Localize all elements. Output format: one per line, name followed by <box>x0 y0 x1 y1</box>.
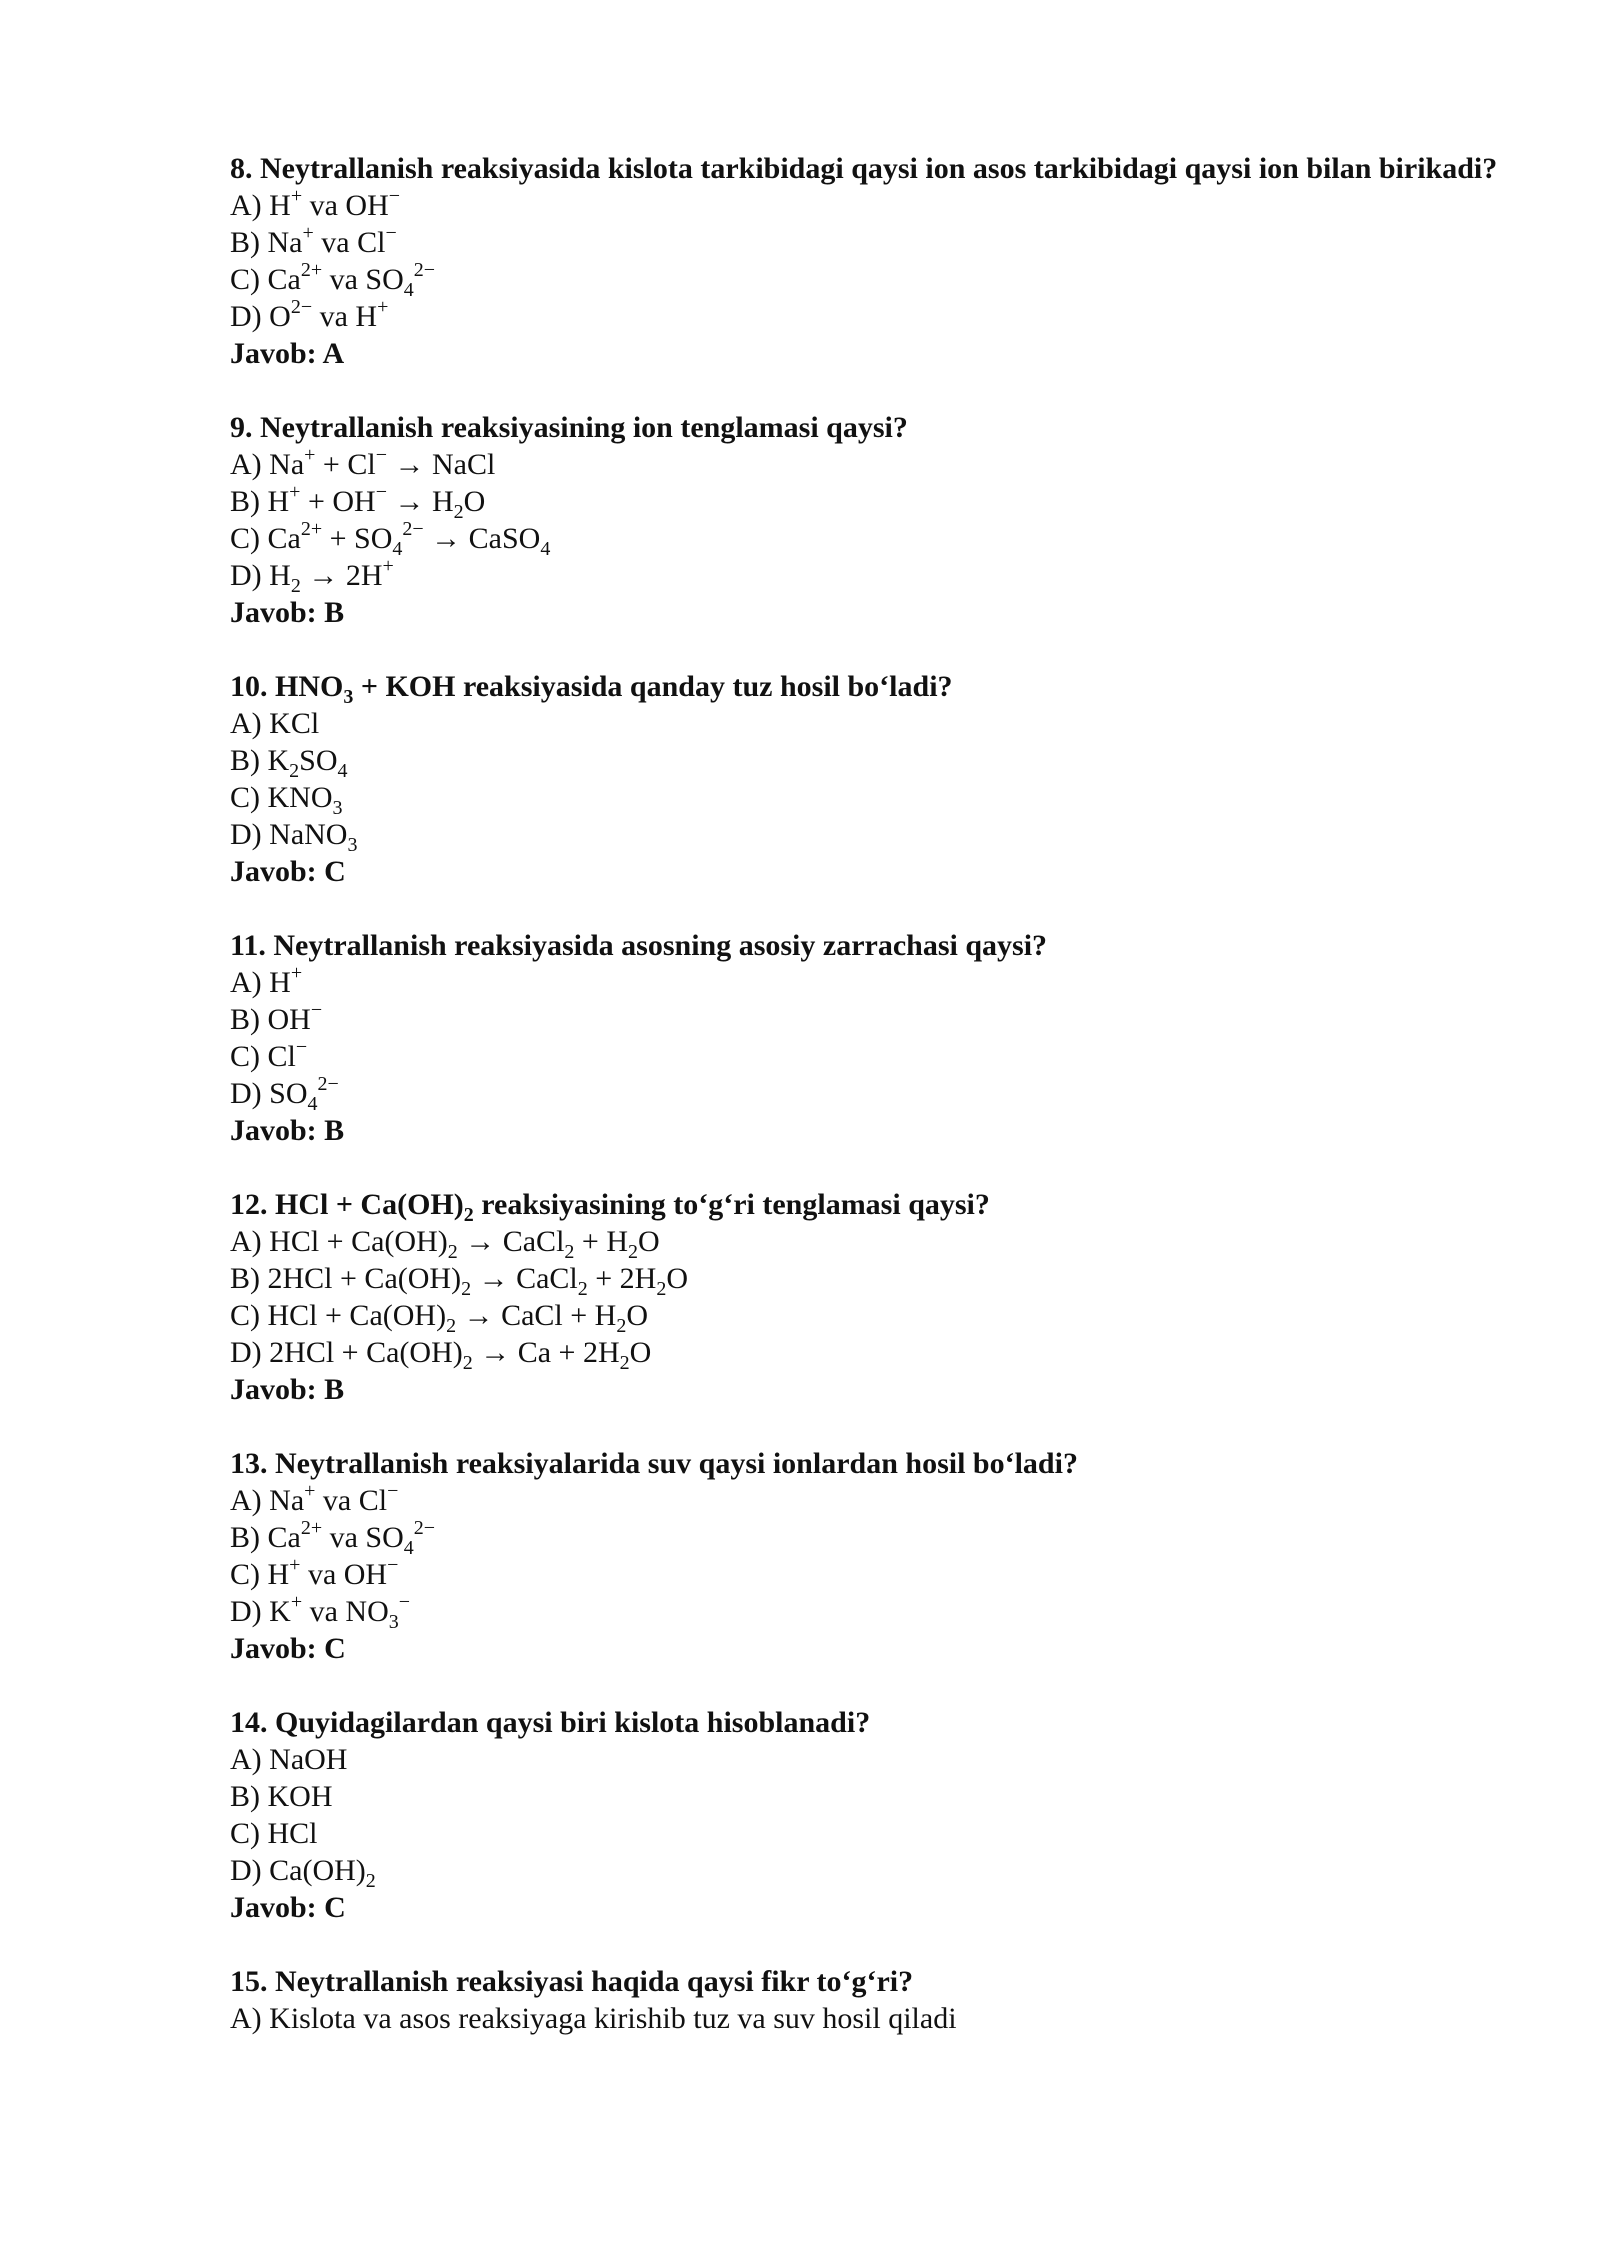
answer-option: D) NaNO$_3$ <box>230 818 358 856</box>
subscript: 2 <box>628 1241 638 1263</box>
subscript: 4 <box>337 760 348 782</box>
question-block <box>230 1186 1530 1408</box>
superscript: − <box>375 481 387 503</box>
subscript: 2 <box>619 1352 630 1374</box>
subscript: 2 <box>656 1278 667 1300</box>
subscript: 2 <box>564 1241 575 1263</box>
subscript: 2 <box>461 1278 472 1300</box>
correct-answer: Javob: C <box>230 1632 346 1665</box>
subscript: 4 <box>403 1537 414 1559</box>
answer-option: C) H+ va OH− <box>230 1554 399 1591</box>
superscript: 2+ <box>300 1517 323 1539</box>
subscript: 4 <box>392 538 403 560</box>
answer-option: B) Na+ va Cl− <box>230 222 397 259</box>
question-block <box>230 409 1530 631</box>
question-title: 14. Quyidagilardan qaysi biri kislota hisoblanadi? <box>230 1706 871 1739</box>
superscript: + <box>289 1554 301 1576</box>
subscript: 3 <box>332 797 343 819</box>
answer-option: A) H+ <box>230 962 303 999</box>
answer-option: A) HCl + $Ca(OH)_2$ → CaCl$_2$ + $H_2O$ <box>230 1225 660 1263</box>
superscript: + <box>302 222 314 244</box>
answer-option: D) $Ca(OH)_2$ <box>230 1854 376 1892</box>
answer-option: B) KOH <box>230 1780 333 1813</box>
correct-answer: Javob: A <box>230 337 345 370</box>
question-block <box>230 1445 1530 1667</box>
superscript: − <box>398 1591 411 1613</box>
correct-answer: Javob: B <box>230 1373 345 1406</box>
question-block <box>230 150 1530 372</box>
answer-option: C) Cl− <box>230 1036 308 1073</box>
correct-answer: Javob: C <box>230 855 346 888</box>
answer-option: C) HCl + $Ca(OH)_2$ → CaCl + $H_2O$ <box>230 1299 649 1337</box>
answer-option: B) $2HCl + Ca(OH)_2$ → CaCl$_2$ + $2H_2O$ <box>230 1262 689 1300</box>
answer-option: D) $O^{2-}$ va H+ <box>230 296 389 333</box>
question-block <box>230 668 1530 890</box>
superscript: − <box>310 999 323 1021</box>
answer-option: A) KCl <box>230 707 320 740</box>
subscript: 2 <box>462 1352 473 1374</box>
subscript: 2 <box>453 501 464 523</box>
superscript: + <box>289 481 301 503</box>
superscript: 2− <box>402 518 424 540</box>
answer-option: A) Na+ + Cl− → NaCl <box>230 444 496 481</box>
question-block <box>230 1704 1530 1926</box>
superscript: + <box>290 1591 303 1613</box>
answer-option: D) K+ va $NO_3^-$ <box>230 1591 411 1633</box>
subscript: 2 <box>365 1870 376 1892</box>
superscript: + <box>304 1480 316 1502</box>
answer-option: C) HCl <box>230 1817 318 1850</box>
subscript: 2 <box>289 760 300 782</box>
question-title: 12. HCl + $Ca(OH)_2$ reaksiyasining to‘g‘ri tenglamasi qaysi? <box>230 1188 990 1226</box>
answer-option: A) NaOH <box>230 1743 348 1776</box>
superscript: 2− <box>317 1073 339 1095</box>
superscript: − <box>385 222 397 244</box>
superscript: 2− <box>413 259 436 281</box>
question-title: 11. Neytrallanish reaksiyasida asosning asosiy zarrachasi qaysi? <box>230 929 1048 962</box>
question-block <box>230 1963 1530 2037</box>
subscript: 3 <box>343 686 354 708</box>
document-page <box>230 150 1530 2074</box>
question-title: 13. Neytrallanish reaksiyalarida suv qaysi ionlardan hosil bo‘ladi? <box>230 1447 1078 1480</box>
answer-option: D) $2HCl + Ca(OH)_2 \to Ca + 2H_2O$ <box>230 1336 652 1374</box>
answer-option: B) $K_2SO_4$ <box>230 744 348 782</box>
question-title: 9. Neytrallanish reaksiyasining ion tenglamasi qaysi? <box>230 411 908 444</box>
superscript: + <box>304 444 316 466</box>
subscript: 2 <box>446 1315 457 1337</box>
answer-option: D) $SO_4^{2-}$ <box>230 1073 339 1115</box>
correct-answer: Javob: C <box>230 1891 346 1924</box>
superscript: 2+ <box>300 518 323 540</box>
superscript: − <box>387 1554 399 1576</box>
question-title: 8. Neytrallanish reaksiyasida kislota tarkibidagi qaysi ion asos tarkibidagi qaysi ion bilan birikadi? <box>230 152 1498 185</box>
question-title: 10. $HNO_3$ + KOH reaksiyasida qanday tuz hosil bo‘ladi? <box>230 670 953 708</box>
answer-option: C) $Ca^{2+}$ va $SO_4^{2-}$ <box>230 259 436 301</box>
superscript: + <box>290 185 303 207</box>
answer-option: C) $Ca^{2+} + SO_4^{2-}$ → CaSO$_4$ <box>230 518 551 560</box>
answer-option: C) $KNO_3$ <box>230 781 343 819</box>
superscript: + <box>290 962 303 984</box>
superscript: 2− <box>290 296 313 318</box>
subscript: 2 <box>447 1241 458 1263</box>
superscript: − <box>375 444 387 466</box>
answer-option: B) $H^+ + OH^- \to H_2O$ <box>230 481 486 523</box>
answer-option: D) $H_2 \to 2H^+$ <box>230 555 394 597</box>
question-block <box>230 927 1530 1149</box>
subscript: 2 <box>290 575 301 597</box>
subscript: 4 <box>403 279 414 301</box>
answer-option: A) Kislota va asos reaksiyaga kirishib tuz va suv hosil qiladi <box>230 2002 957 2035</box>
subscript: 3 <box>347 834 358 856</box>
correct-answer: Javob: B <box>230 1114 345 1147</box>
question-title: 15. Neytrallanish reaksiyasi haqida qaysi fikr to‘g‘ri? <box>230 1965 914 1998</box>
answer-option: B) OH− <box>230 999 323 1036</box>
subscript: 2 <box>463 1204 474 1226</box>
superscript: − <box>387 1480 399 1502</box>
correct-answer: Javob: B <box>230 596 345 629</box>
subscript: 4 <box>540 538 551 560</box>
superscript: − <box>388 185 401 207</box>
superscript: 2− <box>413 1517 436 1539</box>
superscript: + <box>382 555 394 577</box>
superscript: + <box>377 296 389 318</box>
answer-option: A) Na+ va Cl− <box>230 1480 399 1517</box>
superscript: − <box>295 1036 308 1058</box>
subscript: 2 <box>616 1315 627 1337</box>
subscript: 2 <box>577 1278 588 1300</box>
answer-option: A) H+ va OH− <box>230 185 401 222</box>
superscript: 2+ <box>300 259 323 281</box>
subscript: 3 <box>388 1611 399 1633</box>
subscript: 4 <box>307 1093 318 1115</box>
answer-option: B) $Ca^{2+}$ va $SO_4^{2-}$ <box>230 1517 436 1559</box>
